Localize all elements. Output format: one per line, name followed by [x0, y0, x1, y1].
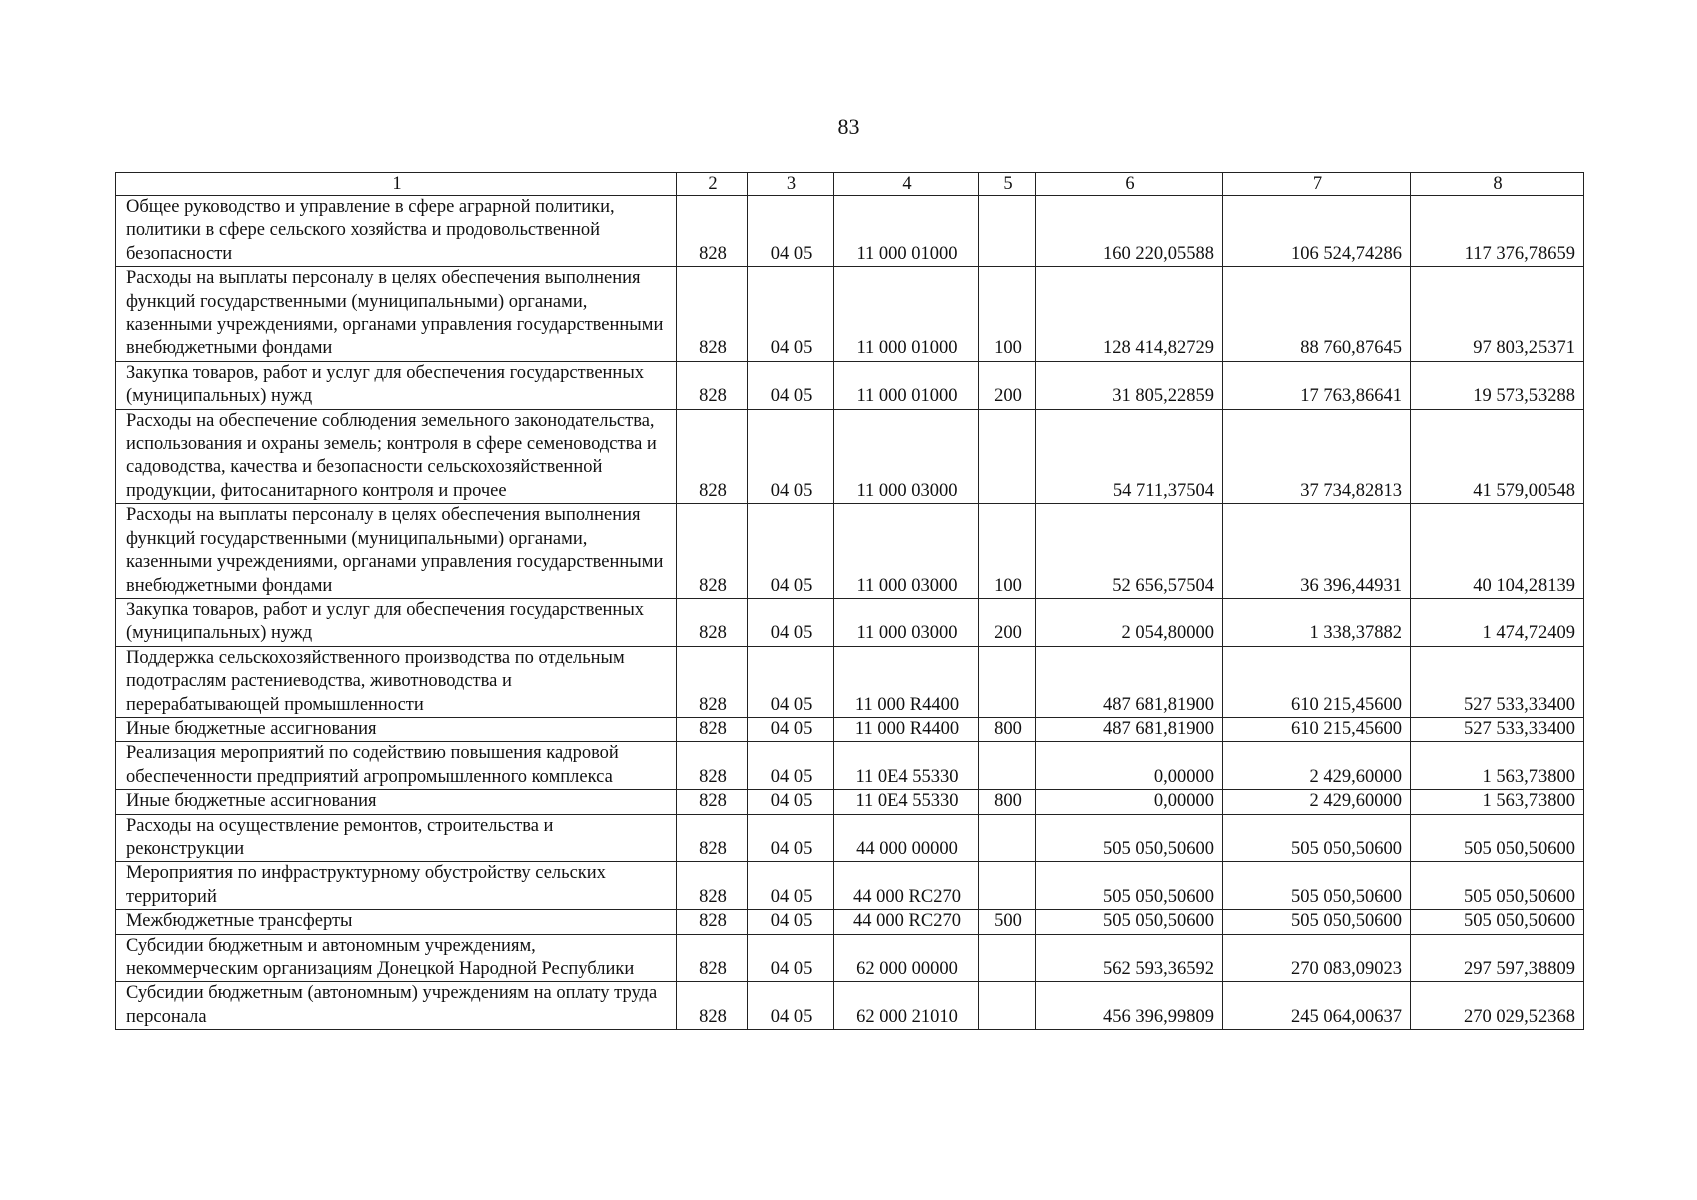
row-name-cell: Закупка товаров, работ и услуг для обеспечения государственных (муниципальных) нужд [116, 361, 677, 409]
table-row [116, 361, 1584, 409]
ministry-code-cell: 828 [677, 934, 748, 982]
row-name-cell: Мероприятия по инфраструктурному обустройству сельских территорий [116, 862, 677, 910]
amount-cell: 1 338,37882 [1223, 598, 1411, 646]
expense-type-cell: 200 [979, 361, 1036, 409]
amount-cell: 117 376,78659 [1411, 196, 1584, 267]
amount-cell: 562 593,36592 [1036, 934, 1223, 982]
expense-type-cell [979, 196, 1036, 267]
section-code-cell: 04 05 [748, 790, 834, 814]
section-code-cell: 04 05 [748, 934, 834, 982]
table-row [116, 814, 1584, 862]
ministry-code-cell: 828 [677, 717, 748, 741]
row-name-cell: Поддержка сельскохозяйственного производства по отдельным подотраслям растениеводства, животноводства и перерабатывающей промышленности [116, 646, 677, 717]
section-code-cell: 04 05 [748, 717, 834, 741]
column-header: 6 [1036, 173, 1223, 196]
section-code-cell: 04 05 [748, 862, 834, 910]
expense-type-cell: 100 [979, 267, 1036, 362]
section-code-cell: 04 05 [748, 196, 834, 267]
amount-cell: 17 763,86641 [1223, 361, 1411, 409]
target-article-cell: 44 000 00000 [834, 814, 979, 862]
ministry-code-cell: 828 [677, 361, 748, 409]
amount-cell: 527 533,33400 [1411, 646, 1584, 717]
table-row [116, 196, 1584, 267]
page-number: 83 [837, 114, 860, 139]
section-code-cell: 04 05 [748, 910, 834, 934]
amount-cell: 52 656,57504 [1036, 504, 1223, 599]
budget-table [115, 172, 1584, 1030]
target-article-cell: 62 000 00000 [834, 934, 979, 982]
expense-type-cell [979, 934, 1036, 982]
expense-type-cell [979, 862, 1036, 910]
row-name-cell: Иные бюджетные ассигнования [116, 717, 677, 741]
target-article-cell: 11 000 01000 [834, 267, 979, 362]
amount-cell: 1 563,73800 [1411, 790, 1584, 814]
amount-cell: 297 597,38809 [1411, 934, 1584, 982]
section-code-cell: 04 05 [748, 982, 834, 1030]
table-row [116, 910, 1584, 934]
column-header: 2 [677, 173, 748, 196]
expense-type-cell [979, 646, 1036, 717]
amount-cell: 505 050,50600 [1036, 862, 1223, 910]
table-row [116, 790, 1584, 814]
amount-cell: 2 429,60000 [1223, 742, 1411, 790]
amount-cell: 40 104,28139 [1411, 504, 1584, 599]
section-code-cell: 04 05 [748, 361, 834, 409]
expense-type-cell: 200 [979, 598, 1036, 646]
target-article-cell: 44 000 RC270 [834, 862, 979, 910]
amount-cell: 1 563,73800 [1411, 742, 1584, 790]
amount-cell: 270 029,52368 [1411, 982, 1584, 1030]
row-name-cell: Иные бюджетные ассигнования [116, 790, 677, 814]
amount-cell: 160 220,05588 [1036, 196, 1223, 267]
row-name-cell: Субсидии бюджетным и автономным учреждениям, некоммерческим организациям Донецкой Народной Республики [116, 934, 677, 982]
ministry-code-cell: 828 [677, 267, 748, 362]
section-code-cell: 04 05 [748, 814, 834, 862]
amount-cell: 2 054,80000 [1036, 598, 1223, 646]
amount-cell: 487 681,81900 [1036, 646, 1223, 717]
target-article-cell: 11 000 R4400 [834, 717, 979, 741]
amount-cell: 0,00000 [1036, 790, 1223, 814]
amount-cell: 610 215,45600 [1223, 717, 1411, 741]
expense-type-cell [979, 814, 1036, 862]
target-article-cell: 44 000 RC270 [834, 910, 979, 934]
target-article-cell: 11 000 01000 [834, 196, 979, 267]
column-header: 8 [1411, 173, 1584, 196]
amount-cell: 245 064,00637 [1223, 982, 1411, 1030]
section-code-cell: 04 05 [748, 267, 834, 362]
ministry-code-cell: 828 [677, 982, 748, 1030]
amount-cell: 0,00000 [1036, 742, 1223, 790]
row-name-cell: Реализация мероприятий по содействию повышения кадровой обеспеченности предприятий агропромышленного комплекса [116, 742, 677, 790]
column-header: 7 [1223, 173, 1411, 196]
section-code-cell: 04 05 [748, 504, 834, 599]
amount-cell: 36 396,44931 [1223, 504, 1411, 599]
amount-cell: 2 429,60000 [1223, 790, 1411, 814]
expense-type-cell [979, 409, 1036, 504]
row-name-cell: Межбюджетные трансферты [116, 910, 677, 934]
table-body [116, 196, 1584, 1030]
table-row [116, 409, 1584, 504]
row-name-cell: Расходы на выплаты персоналу в целях обеспечения выполнения функций государственными (муниципальными) органами, казенными учреждениями, органами управления государственными внебюджетными фондами [116, 267, 677, 362]
row-name-cell: Субсидии бюджетным (автономным) учреждениям на оплату труда персонала [116, 982, 677, 1030]
ministry-code-cell: 828 [677, 598, 748, 646]
target-article-cell: 11 000 03000 [834, 409, 979, 504]
ministry-code-cell: 828 [677, 504, 748, 599]
amount-cell: 31 805,22859 [1036, 361, 1223, 409]
amount-cell: 270 083,09023 [1223, 934, 1411, 982]
section-code-cell: 04 05 [748, 742, 834, 790]
amount-cell: 54 711,37504 [1036, 409, 1223, 504]
amount-cell: 505 050,50600 [1223, 814, 1411, 862]
expense-type-cell [979, 982, 1036, 1030]
amount-cell: 106 524,74286 [1223, 196, 1411, 267]
ministry-code-cell: 828 [677, 409, 748, 504]
section-code-cell: 04 05 [748, 409, 834, 504]
column-header: 3 [748, 173, 834, 196]
row-name-cell: Общее руководство и управление в сфере аграрной политики, политики в сфере сельского хозяйства и продовольственной безопасности [116, 196, 677, 267]
ministry-code-cell: 828 [677, 646, 748, 717]
table-row [116, 982, 1584, 1030]
amount-cell: 505 050,50600 [1036, 910, 1223, 934]
target-article-cell: 11 000 03000 [834, 598, 979, 646]
table-row [116, 267, 1584, 362]
amount-cell: 19 573,53288 [1411, 361, 1584, 409]
amount-cell: 610 215,45600 [1223, 646, 1411, 717]
row-name-cell: Закупка товаров, работ и услуг для обеспечения государственных (муниципальных) нужд [116, 598, 677, 646]
amount-cell: 505 050,50600 [1223, 910, 1411, 934]
ministry-code-cell: 828 [677, 814, 748, 862]
amount-cell: 505 050,50600 [1036, 814, 1223, 862]
ministry-code-cell: 828 [677, 910, 748, 934]
target-article-cell: 11 0E4 55330 [834, 790, 979, 814]
amount-cell: 527 533,33400 [1411, 717, 1584, 741]
expense-type-cell: 100 [979, 504, 1036, 599]
amount-cell: 505 050,50600 [1411, 814, 1584, 862]
amount-cell: 456 396,99809 [1036, 982, 1223, 1030]
table-row [116, 717, 1584, 741]
amount-cell: 41 579,00548 [1411, 409, 1584, 504]
amount-cell: 505 050,50600 [1411, 910, 1584, 934]
table-row [116, 742, 1584, 790]
table-row [116, 934, 1584, 982]
row-name-cell: Расходы на выплаты персоналу в целях обеспечения выполнения функций государственными (муниципальными) органами, казенными учреждениями, органами управления государственными внебюджетными фондами [116, 504, 677, 599]
expense-type-cell: 500 [979, 910, 1036, 934]
column-header: 4 [834, 173, 979, 196]
amount-cell: 128 414,82729 [1036, 267, 1223, 362]
row-name-cell: Расходы на обеспечение соблюдения земельного законодательства, использования и охраны земель; контроля в сфере семеноводства и садоводства, качества и безопасности сельскохозяйственной продукции, фитосанитарного контроля и прочее [116, 409, 677, 504]
section-code-cell: 04 05 [748, 646, 834, 717]
amount-cell: 505 050,50600 [1411, 862, 1584, 910]
amount-cell: 88 760,87645 [1223, 267, 1411, 362]
table-row [116, 598, 1584, 646]
row-name-cell: Расходы на осуществление ремонтов, строительства и реконструкции [116, 814, 677, 862]
amount-cell: 1 474,72409 [1411, 598, 1584, 646]
target-article-cell: 11 000 03000 [834, 504, 979, 599]
table-row [116, 646, 1584, 717]
section-code-cell: 04 05 [748, 598, 834, 646]
target-article-cell: 11 0E4 55330 [834, 742, 979, 790]
column-number-row [116, 173, 1584, 196]
column-header: 1 [116, 173, 677, 196]
table-row [116, 504, 1584, 599]
column-header: 5 [979, 173, 1036, 196]
ministry-code-cell: 828 [677, 862, 748, 910]
expense-type-cell: 800 [979, 717, 1036, 741]
ministry-code-cell: 828 [677, 790, 748, 814]
ministry-code-cell: 828 [677, 196, 748, 267]
target-article-cell: 11 000 01000 [834, 361, 979, 409]
target-article-cell: 62 000 21010 [834, 982, 979, 1030]
table-row [116, 862, 1584, 910]
ministry-code-cell: 828 [677, 742, 748, 790]
amount-cell: 97 803,25371 [1411, 267, 1584, 362]
expense-type-cell: 800 [979, 790, 1036, 814]
amount-cell: 505 050,50600 [1223, 862, 1411, 910]
target-article-cell: 11 000 R4400 [834, 646, 979, 717]
expense-type-cell [979, 742, 1036, 790]
amount-cell: 37 734,82813 [1223, 409, 1411, 504]
amount-cell: 487 681,81900 [1036, 717, 1223, 741]
